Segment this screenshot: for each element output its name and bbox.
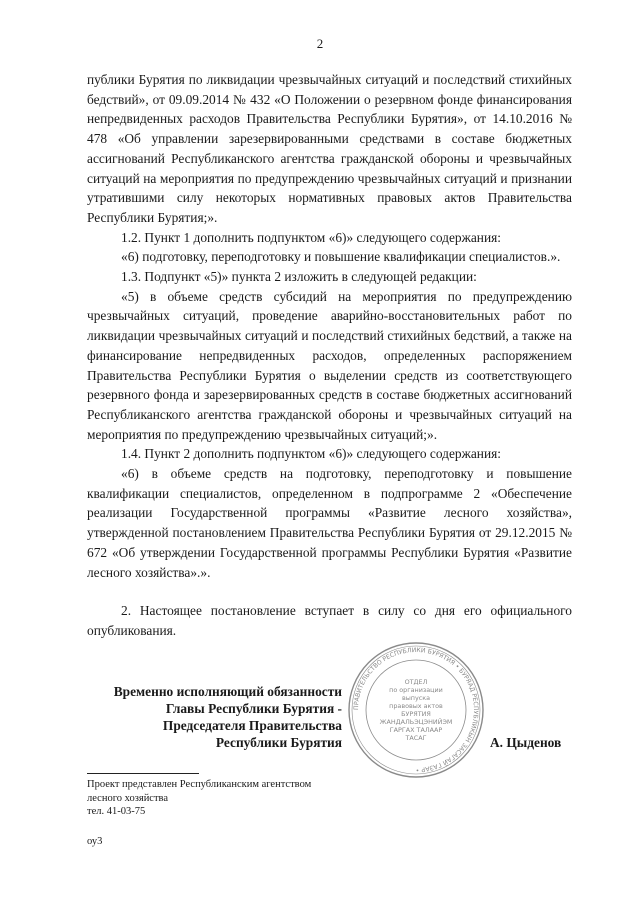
signatory-title-line: Председателя Правительства [162, 718, 342, 733]
paragraph: 1.3. Подпункт «5)» пункта 2 изложить в следующей редакции: [121, 269, 477, 285]
signatory-title [80, 683, 342, 751]
page-number: 2 [316, 36, 324, 51]
footnote-line: тел. 41-03-75 [87, 806, 146, 817]
signatory-title-line: Временно исполняющий обязанности [113, 684, 342, 699]
paragraph: 1.2. Пункт 1 дополнить подпунктом «6)» следующего содержания: [121, 229, 501, 245]
seal-center-text: ТАСАГ [405, 734, 427, 742]
seal-center-text: правовых актов [389, 702, 443, 710]
signatory-title-line: Республики Бурятия [215, 735, 342, 750]
seal-center-text: по организации [389, 686, 443, 694]
paragraph: «6) в объеме средств на подготовку, переподготовку и повышение квалификации специалистов, определенном в подпрограмме 2 «Обеспечение реализации Государственной программы «Развитие лесного хозяйства», утвержденной постановлением Правительства Республики Бурятия от 29.12.2015 № 672 «Об утверждении Государственной программы Республики Бурятия «Развитие лесного хозяйства».». [87, 466, 572, 580]
document-body [87, 70, 572, 641]
paragraph: «6) подготовку, переподготовку и повышение квалификации специалистов.». [121, 249, 561, 265]
signer-name: А. Цыденов [490, 735, 562, 750]
seal-center-text: БУРЯТИЯ [401, 710, 431, 718]
seal-center-text: выпуска [401, 694, 431, 702]
paragraph: 1.4. Пункт 2 дополнить подпунктом «6)» следующего содержания: [121, 446, 501, 462]
footnote-divider [87, 773, 199, 774]
paragraph: публики Бурятия по ликвидации чрезвычайных ситуаций и последствий стихийных бедствий», от 09.09.2014 № 432 «О Положении о резервном фонде финансирования непредвиденных расходов Правительства Республики Бурятия», от 14.10.2016 № 478 «Об управлении зарезервированными средствами в составе бюджетных ассигнований Республиканского агентства гражданской обороны и чрезвычайных ситуаций на мероприятия по предупреждению чрезвычайных ситуаций и признании утратившими силу некоторых нормативных правовых актов Правительства Республики Бурятия;». [87, 72, 572, 225]
seal-center-text: ЖАНДАЛЬЭЦЭНИЙЭМ [379, 718, 453, 726]
footnote-line: лесного хозяйства [87, 792, 169, 804]
footnote-line: Проект представлен Республиканским агентством [87, 779, 312, 790]
svg-text:ПРАВИТЕЛЬСТВО РЕСПУБЛИКИ БУРЯТ: ПРАВИТЕЛЬСТВО РЕСПУБЛИКИ БУРЯТИЯ • БУРЯАД РЕСПУБЛИКЫН ЗАСАГАЙ ГАЗАР • [352, 646, 480, 774]
official-seal-stamp [346, 640, 486, 780]
seal-center-text: ГАРГАХ ТАЛААР [389, 726, 443, 734]
seal-center-text: ОТДЕЛ [404, 678, 428, 686]
paragraph: 2. Настоящее постановление вступает в силу со дня его официального опубликования. [87, 603, 572, 638]
signatory-title-line: Главы Республики Бурятия - [165, 701, 342, 716]
footnote [87, 778, 387, 819]
paragraph: «5) в объеме средств субсидий на мероприятия по предупреждению чрезвычайных ситуаций, проведение аварийно-восстановительных работ по ликвидации чрезвычайных ситуаций и последствий стихийных бедствий, а также на финансирование непредвиденных расходов, определенных распоряжением Правительства Республики Бурятия о выделении средств из соответствующего резервного фонда и зарезервированных средств в составе бюджетных ассигнований Республиканского агентства гражданской обороны и чрезвычайных ситуаций на мероприятия по предупреждению чрезвычайных ситуаций;». [87, 288, 572, 442]
document-code: оу3 [87, 836, 103, 847]
